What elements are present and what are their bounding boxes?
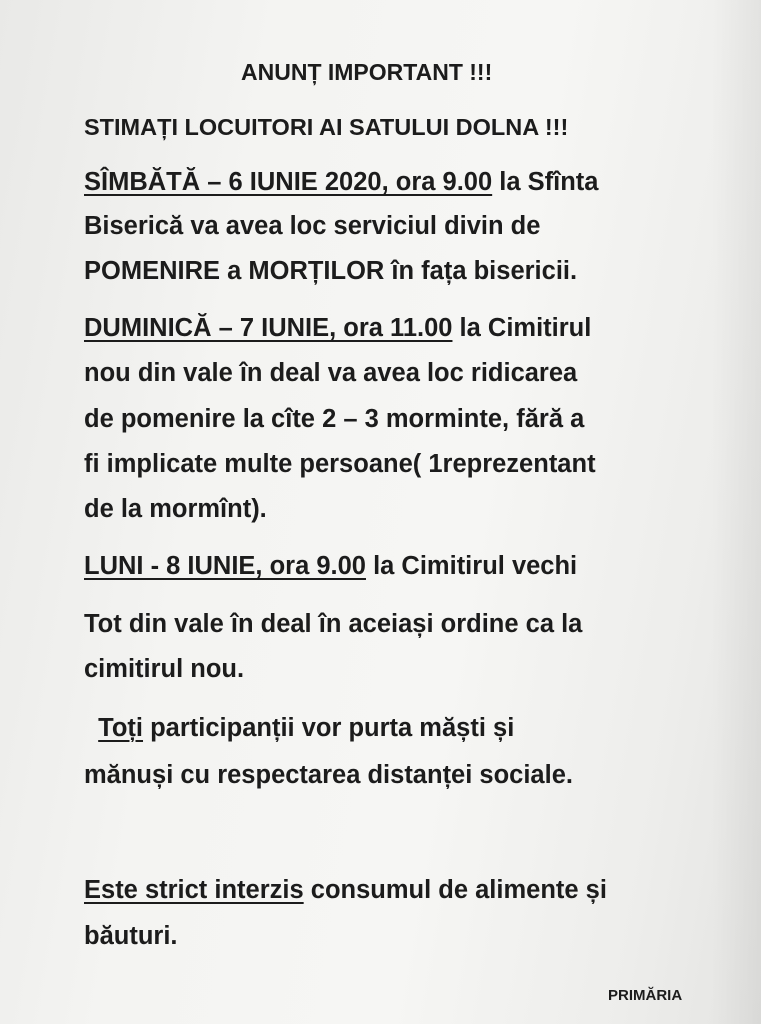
paragraph-sunday-line-4: fi implicate multe persoane( 1reprezentant	[84, 450, 596, 478]
masks-word-underlined: Toți	[98, 714, 144, 742]
monday-line-1-rest: la Cimitirul vechi	[366, 552, 578, 580]
sunday-date-underlined: DUMINICĂ – 7 IUNIE, ora 11.00	[84, 314, 453, 342]
greeting-line: STIMAȚI LOCUITORI AI SATULUI DOLNA !!!	[84, 114, 569, 140]
paragraph-monday-line-2: Tot din vale în deal în aceiași ordine ca la	[84, 610, 583, 638]
paragraph-saturday-line-3: POMENIRE a MORȚILOR în fața bisericii.	[84, 257, 578, 285]
prohibition-line-1-rest: consumul de alimente și	[303, 876, 607, 904]
paragraph-saturday-line-2: Biserică va avea loc serviciul divin de	[84, 212, 541, 240]
notice-title: ANUNȚ IMPORTANT !!!	[241, 59, 493, 85]
masks-indent	[84, 714, 98, 742]
paragraph-sunday-line-2: nou din vale în deal va avea loc ridicarea	[84, 359, 578, 387]
sunday-line-1-rest: la Cimitirul	[452, 314, 592, 342]
paragraph-sunday-line-1	[84, 313, 591, 343]
paragraph-prohibition-line-2: băuturi.	[84, 922, 178, 950]
paragraph-masks-line-1	[84, 713, 514, 743]
saturday-date-underlined: SÎMBĂTĂ – 6 IUNIE 2020, ora 9.00	[84, 168, 493, 196]
paragraph-sunday-line-5: de la mormînt).	[84, 495, 267, 523]
paragraph-monday-line-3: cimitirul nou.	[84, 655, 245, 683]
monday-date-underlined: LUNI - 8 IUNIE, ora 9.00	[84, 552, 366, 580]
prohibition-phrase-underlined: Este strict interzis	[84, 876, 304, 904]
paragraph-masks-line-2: mănuși cu respectarea distanței sociale.	[84, 761, 573, 789]
signature-primaria: PRIMĂRIA	[608, 987, 683, 1004]
paper-shadow	[711, 0, 761, 1024]
paragraph-saturday-line-1	[84, 167, 598, 197]
masks-line-1-rest: participanții vor purta măști și	[143, 714, 515, 742]
paragraph-sunday-line-3: de pomenire la cîte 2 – 3 morminte, fără a	[84, 405, 585, 433]
paragraph-prohibition-line-1	[84, 875, 607, 905]
saturday-line-1-rest: la Sfînta	[492, 168, 599, 196]
paragraph-monday-line-1	[84, 551, 577, 581]
